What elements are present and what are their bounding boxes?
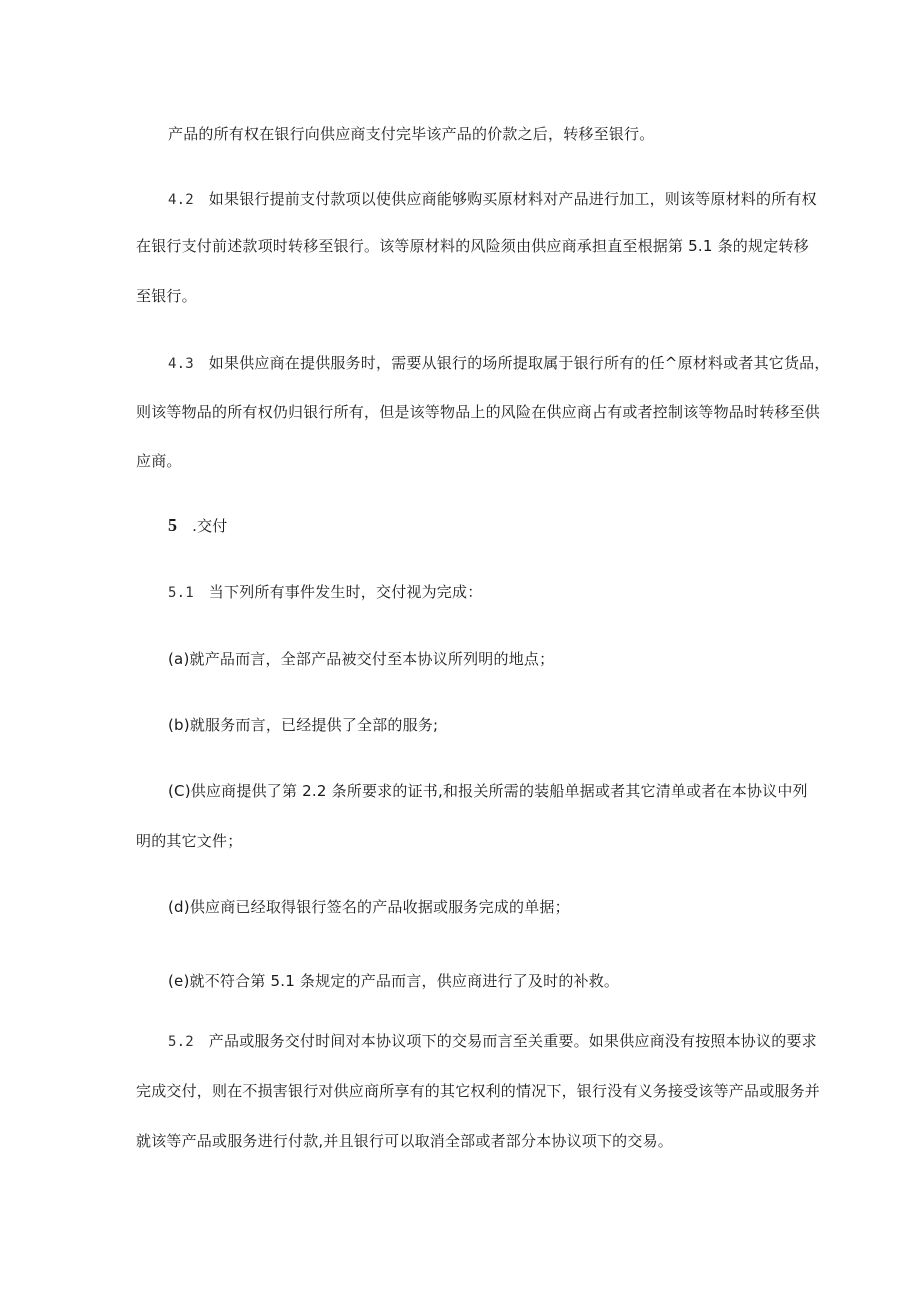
paragraph-5-2-line-1 — [168, 1031, 817, 1052]
clause-number: 5.2 — [168, 1034, 194, 1050]
paragraph-4-3-line-2: 则该等物品的所有权仍归银行所有，但是该等物品上的风险在供应商占有或者控制该等物品时转移至供 — [136, 403, 821, 421]
item-b: (b)就服务而言，已经提供了全部的服务; — [168, 716, 439, 734]
paragraph-4-1-line-1: 产品的所有权在银行向供应商支付完毕该产品的价款之后，转移至银行。 — [168, 125, 655, 143]
clause-number: 4.3 — [168, 356, 194, 372]
section-title: .交付 — [192, 517, 228, 535]
paragraph-4-3-line-1 — [168, 353, 830, 374]
paragraph-4-2-line-3: 至银行。 — [136, 287, 197, 305]
clause-text: 如果供应商在提供服务时，需要从银行的场所提取属于银行所有的任^原材料或者其它货品， — [208, 354, 830, 372]
paragraph-4-2-line-2: 在银行支付前述款项时转移至银行。该等原材料的风险须由供应商承担直至根据第 5.1 条的规定转移 — [136, 237, 809, 255]
item-d: (d)供应商已经取得银行签名的产品收据或服务完成的单据； — [168, 898, 570, 916]
section-5-heading — [168, 515, 227, 536]
section-number: 5 — [168, 515, 178, 535]
clause-text: 如果银行提前支付款项以使供应商能够购买原材料对产品进行加工，则该等原材料的所有权 — [208, 190, 817, 208]
paragraph-4-2-line-1 — [168, 189, 817, 210]
item-c-line-2: 明的其它文件； — [136, 832, 243, 850]
paragraph-5-1-line-1 — [168, 582, 482, 603]
clause-number: 5.1 — [168, 585, 194, 601]
paragraph-4-3-line-3: 应商。 — [136, 452, 182, 470]
clause-text: 当下列所有事件发生时，交付视为完成： — [208, 583, 483, 601]
paragraph-5-2-line-2: 完成交付，则在不损害银行对供应商所享有的其它权利的情况下，银行没有义务接受该等产品或服务并 — [136, 1082, 821, 1100]
item-c-line-1: (C)供应商提供了第 2.2 条所要求的证书,和报关所需的装船单据或者其它清单或者在本协议中列 — [168, 782, 808, 800]
item-e: (e)就不符合第 5.1 条规定的产品而言，供应商进行了及时的补救。 — [168, 972, 620, 990]
item-a: (a)就产品而言，全部产品被交付至本协议所列明的地点； — [168, 650, 555, 668]
clause-text: 产品或服务交付时间对本协议项下的交易而言至关重要。如果供应商没有按照本协议的要求 — [208, 1032, 817, 1050]
paragraph-5-2-line-3: 就该等产品或服务进行付款,并且银行可以取消全部或者部分本协议项下的交易。 — [136, 1132, 673, 1150]
clause-number: 4.2 — [168, 192, 194, 208]
